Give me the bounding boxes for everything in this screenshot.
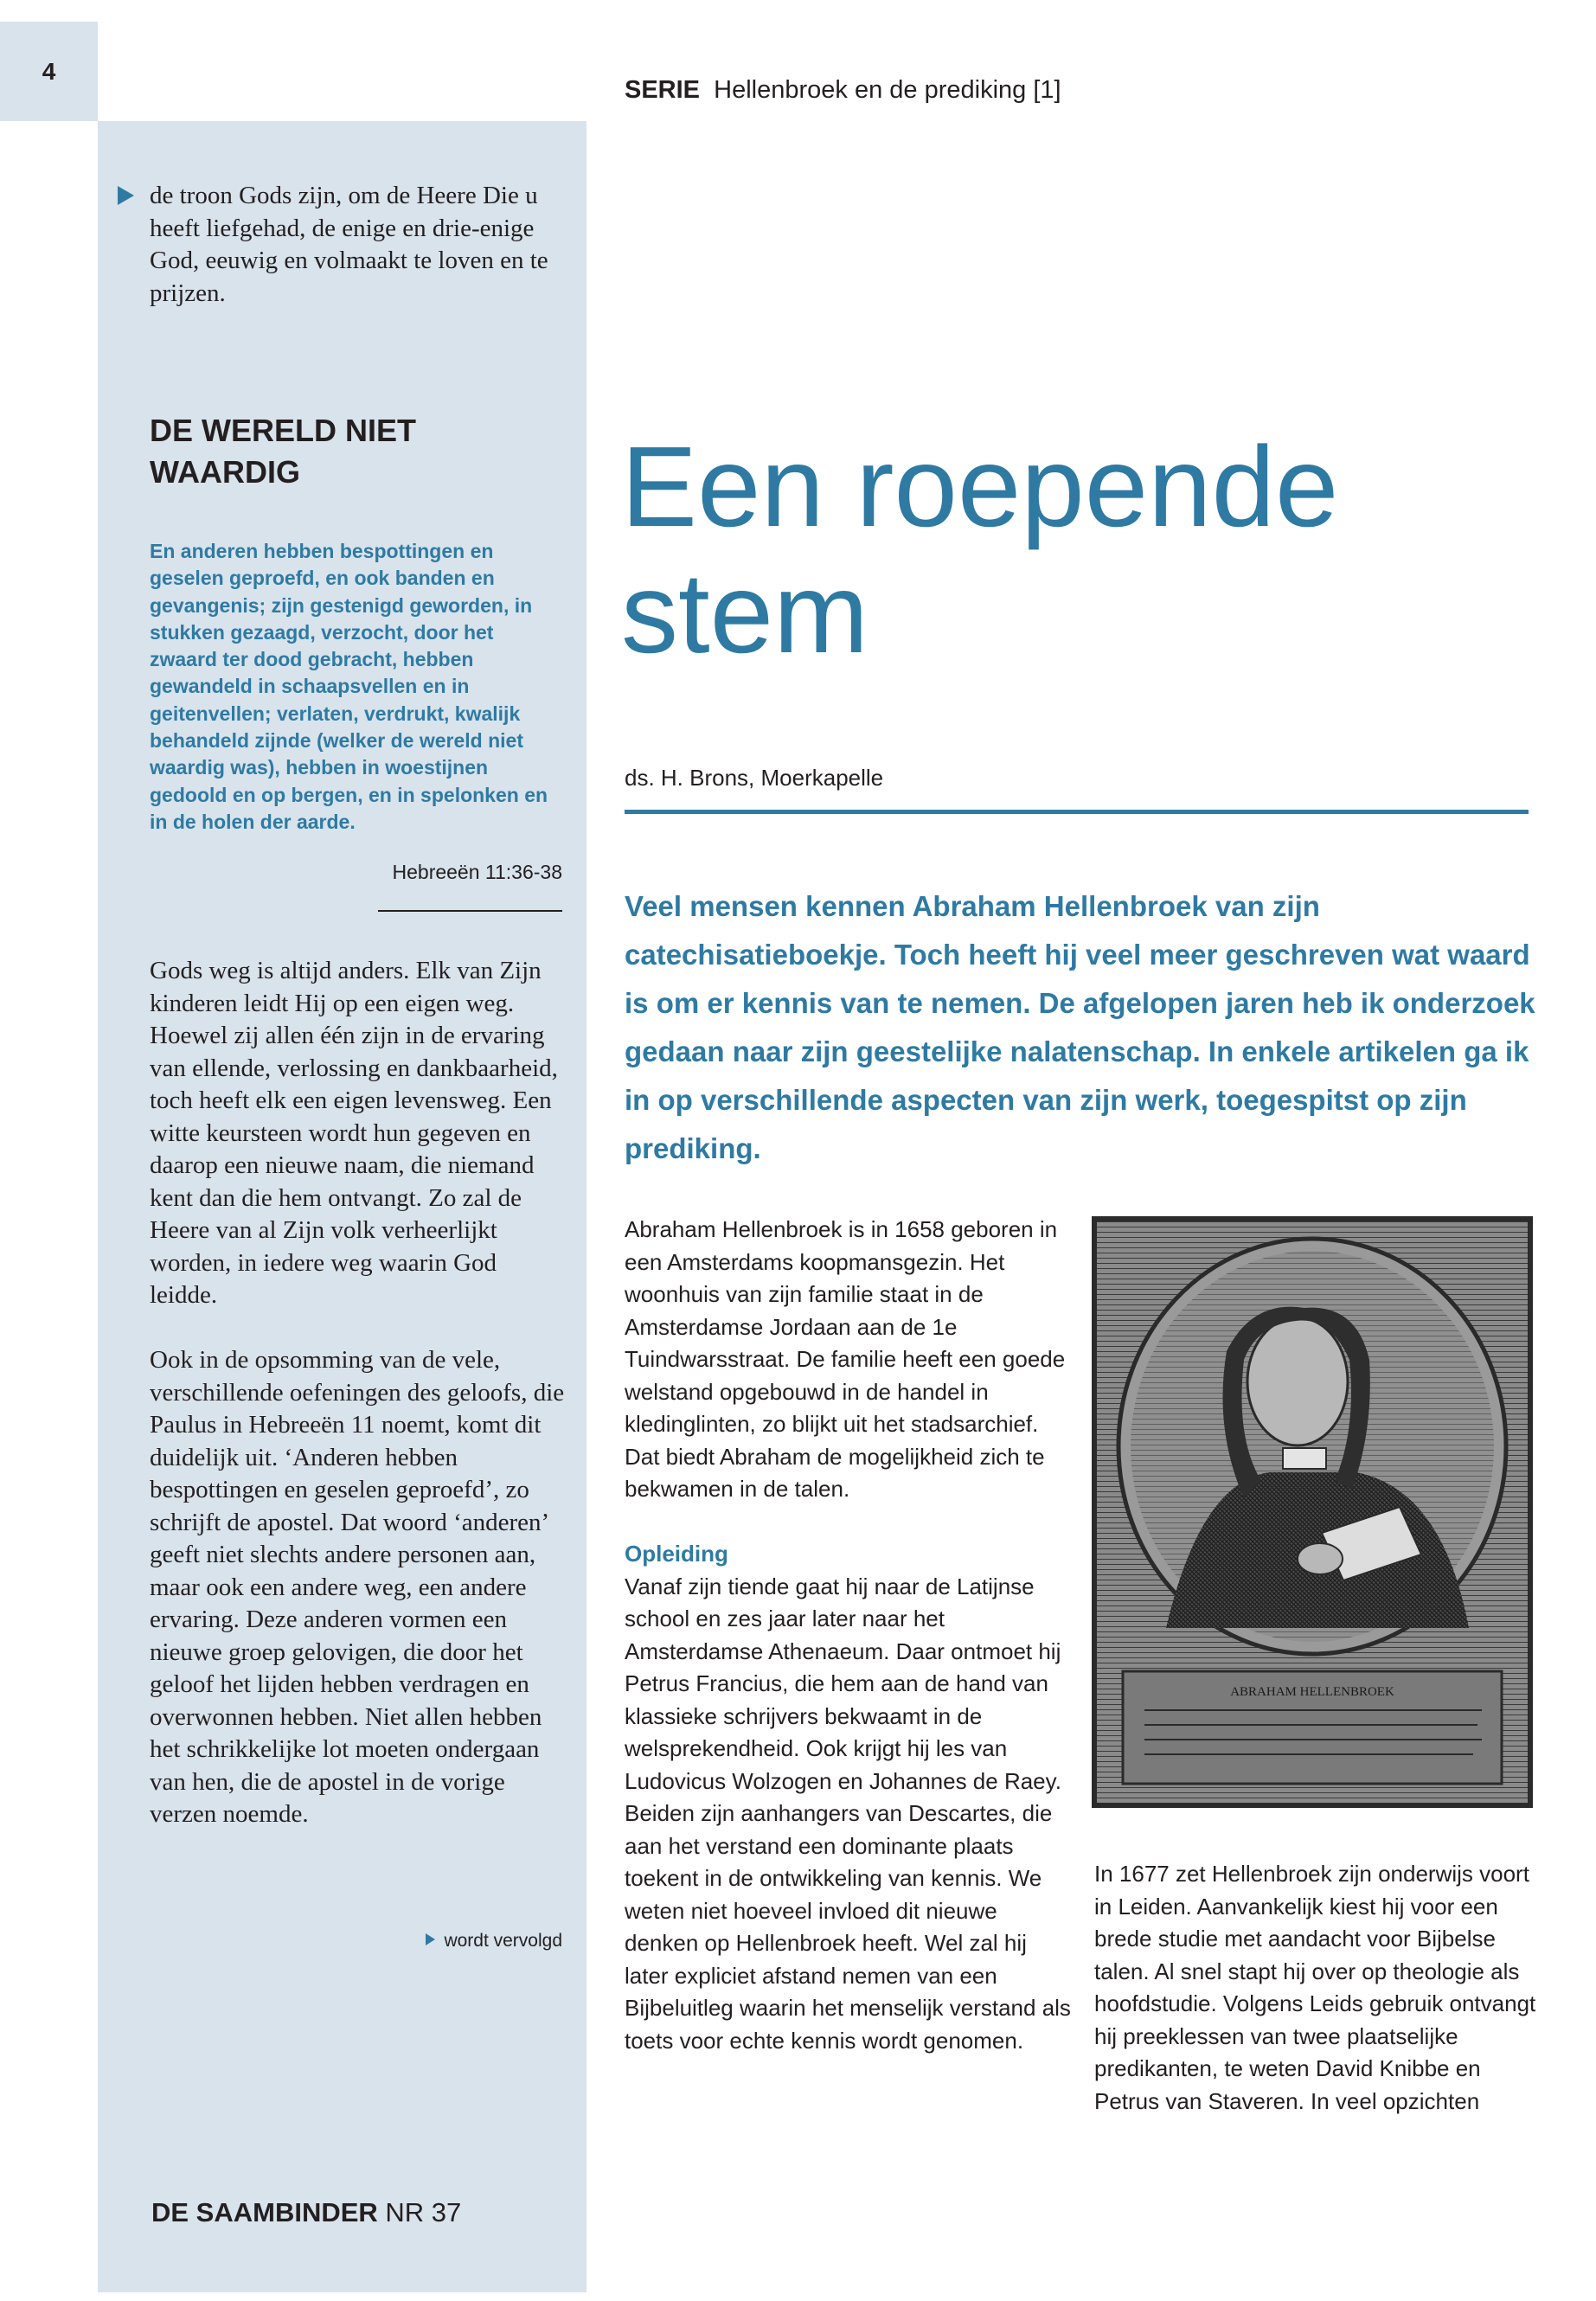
article-title: Een roepende stem bbox=[621, 423, 1339, 676]
article-paragraph-2: Vanaf zijn tiende gaat hij naar de Latijnse school en zes jaar later naar het Amsterdamse Athenaeum. Daar ontmoet hij Petrus Francius, die hem aan de hand van klassieke schrijvers bekwaamt in de welsprekendheid. Ook krijgt hij les van Ludovicus Wolzogen en Johannes de Raey. Beiden zijn aanhangers van Descartes, die aan het verstand een dominante plaats toekent in de ontwikkeling van kennis. We weten niet hoeveel invloed dit nieuwe denken op Hellenbroek heeft. Wel zal hij later expliciet afstand nemen van een Bijbeluitleg waarin het menselijk verstand als toets voor echte kennis wordt genomen. bbox=[625, 1573, 1071, 2054]
author-divider bbox=[625, 810, 1529, 814]
portrait-engraving bbox=[1097, 1221, 1528, 1803]
issue-number: NR 37 bbox=[385, 2197, 462, 2227]
article-paragraph-1: Abraham Hellenbroek is in 1658 geboren in een Amsterdams koopmansgezin. Het woonhuis van zijn familie staat in de Amsterdamse Jordaan aan de 1e Tuindwarsstraat. De familie heeft een goede welstand opgebouwd in de handel in kledinglinten, zo blijkt uit het stadsarchief. Dat biedt Abraham de mogelijkheid zich te bekwamen in de talen. bbox=[625, 1216, 1066, 1502]
bible-quote: En anderen hebben bespottingen en geselen geproefd, en ook banden en gevangenis; zijn gestenigd geworden, in stukken gezaagd, verzocht, door het zwaard ter dood gebracht, hebben gewandeld in schaapsvellen en in geitenvellen; verlaten, verdrukt, kwalijk behandeld zijnde (welker de wereld niet waardig was), hebben in woestijnen gedoold en op bergen, en in spelonken en in de holen der aarde. bbox=[150, 540, 548, 833]
series-label: SERIE bbox=[625, 76, 701, 104]
sidebar-body bbox=[150, 955, 565, 1863]
article-column-left bbox=[625, 1214, 1074, 2057]
portrait-caption: ABRAHAM HELLENBROEK bbox=[1230, 1685, 1394, 1699]
continued-note bbox=[346, 1931, 562, 1952]
running-header bbox=[625, 76, 1061, 105]
quote-reference: Hebreeën 11:36-38 bbox=[392, 861, 562, 883]
continuation-arrow-icon bbox=[118, 186, 134, 205]
quote-divider bbox=[378, 910, 562, 912]
sidebar-paragraph-2: Ook in de opsomming van de vele, verschillende oefeningen des geloofs, die Paulus in Hebreeën 11 noemt, komt dit duidelijk uit. ‘Anderen hebben bespottingen en geselen geproefd’, zo schrijft de apostel. Dat woord ‘anderen’ geeft niet slechts andere personen aan, maar ook een andere weg, een andere ervaring. Deze anderen vormen een nieuwe groep gelovigen, die door het geloof het lijden hebben verdragen en overwonnen hebben. Niet allen hebben het schrikkelijke lot moeten ondergaan van hen, die de apostel in de vorige verzen noemde. bbox=[150, 1346, 565, 1828]
article-subheading: Opleiding bbox=[625, 1541, 728, 1567]
article-paragraph-3: In 1677 zet Hellenbroek zijn onderwijs voort in Leiden. Aanvankelijk kiest hij voor een brede studie met aandacht voor Bijbelse talen. Al snel stapt hij over op theologie als hoofdstudie. Volgens Leids gebruik ontvangt hij preeklessen van twee plaatselijke predikanten, te weten David Knibbe en Petrus van Staveren. In veel opzichten bbox=[1094, 1861, 1536, 2114]
sidebar-title: DE WERELD NIET WAARDIG bbox=[150, 413, 417, 490]
magazine-name: DE SAAMBINDER bbox=[151, 2197, 378, 2227]
footer bbox=[151, 2197, 461, 2228]
article-author: ds. H. Brons, Moerkapelle bbox=[625, 765, 884, 791]
triangle-arrow-icon bbox=[426, 1933, 435, 1945]
series-title: Hellenbroek en de prediking [1] bbox=[714, 76, 1061, 104]
article-lead: Veel mensen kennen Abraham Hellenbroek van zijn catechisatieboekje. Toch heeft hij veel meer geschreven wat waard is om er kennis van te nemen. De afgelopen jaren heb ik onderzoek gedaan naar zijn geestelijke nalatenschap. In enkele artikelen ga ik in op verschillende aspecten van zijn werk, toegespitst op zijn prediking. bbox=[625, 890, 1535, 1164]
page-number: 4 bbox=[42, 57, 56, 85]
continued-note-label: wordt vervolgd bbox=[444, 1931, 562, 1951]
continued-text: de troon Gods zijn, om de Heere Die u heeft liefgehad, de enige en drie-enige God, eeuwig en volmaakt te loven en te prijzen. bbox=[150, 182, 548, 307]
page-number-box bbox=[0, 22, 98, 121]
article-column-right bbox=[1094, 1858, 1544, 2118]
portrait-image bbox=[1092, 1216, 1533, 1808]
sidebar-paragraph-1: Gods weg is altijd anders. Elk van Zijn kinderen leidt Hij op een eigen weg. Hoewel zij allen één zijn in de ervaring van ellende, verlossing en dankbaarheid, toch heeft elk een eigen levensweg. Een witte keursteen wordt hun gegeven en daarop een nieuwe naam, die niemand kent dan die hem ontvangt. Zo zal de Heere van al Zijn volk verheerlijkt worden, in iedere weg waarin God leidde. bbox=[150, 957, 558, 1309]
